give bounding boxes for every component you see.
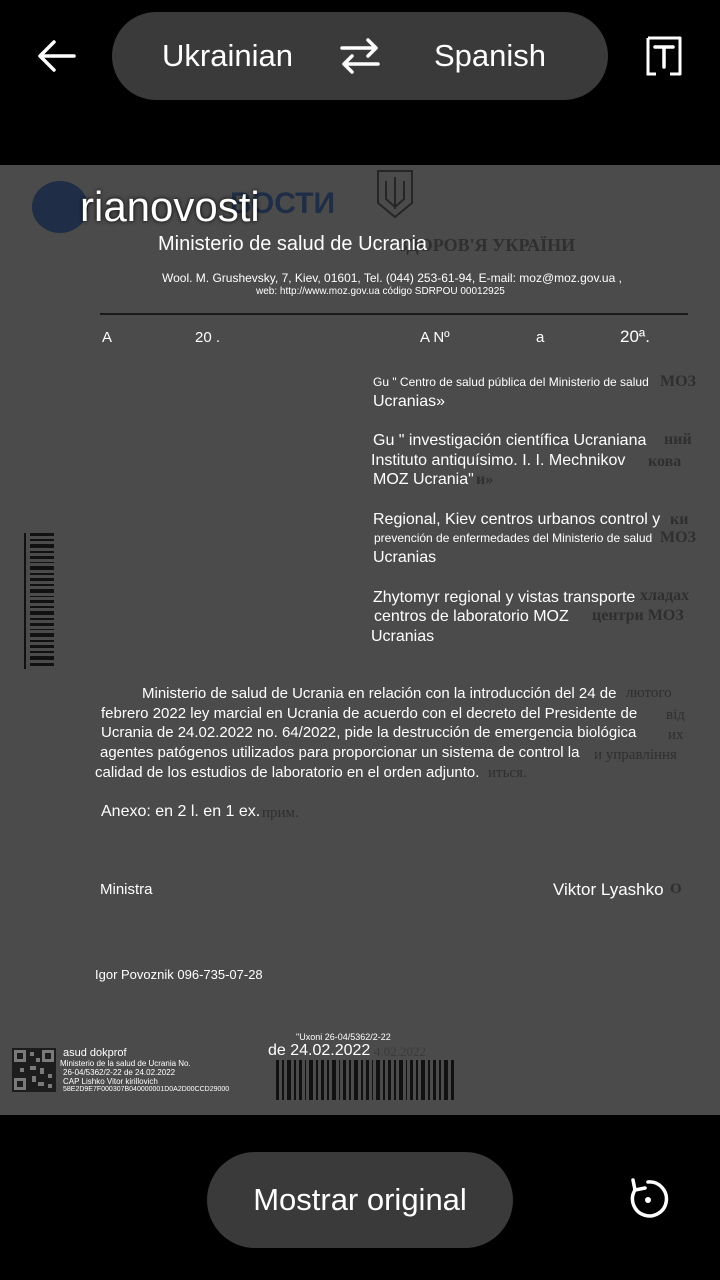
ghost-ministry: ЗДОРОВ'Я УКРАЇНИ xyxy=(398,235,576,255)
coat-of-arms-icon xyxy=(374,167,416,221)
recipient-3-line-1: Regional, Kiev centros urbanos control y xyxy=(373,511,661,528)
minister-label: Ministra xyxy=(100,881,153,898)
ghost-line8: центри МОЗ xyxy=(592,607,684,624)
swap-arrows-icon xyxy=(338,36,382,76)
qr-code-icon xyxy=(12,1048,56,1092)
ghost-annex: прим. xyxy=(262,805,299,821)
body-line-3: Ucrania de 24.02.2022 no. 64/2022, pide la destrucción de emergencia biológica xyxy=(101,724,637,741)
target-language-button[interactable]: Spanish xyxy=(434,38,547,73)
body-line-1: Ministerio de salud de Ucrania en relación con la introducción del 24 de xyxy=(142,685,617,702)
show-original-button[interactable]: Mostrar original xyxy=(207,1152,513,1248)
header-rule xyxy=(100,313,688,315)
recipient-1-line-2: Ucranias» xyxy=(373,393,446,410)
ghost-body4: и управління xyxy=(594,747,677,763)
registration-barcode xyxy=(276,1060,456,1100)
rotate-icon xyxy=(625,1176,671,1222)
contact-line: Igor Povoznik 096-735-07-28 xyxy=(95,967,263,982)
minister-name: Viktor Lyashko xyxy=(553,880,664,899)
stamp-line-2: Ministerio de la salud de Ucrania No. xyxy=(60,1059,191,1068)
recipient-2-line-2: Instituto antiquísimo. I. I. Mechnikov xyxy=(371,452,626,469)
ghost-line5: ки xyxy=(670,511,689,528)
ghost-body2: від xyxy=(666,707,685,723)
vertical-barcode xyxy=(24,533,54,669)
language-selector xyxy=(112,12,608,100)
ghost-line7: хладах xyxy=(640,587,690,604)
recipient-2-line-3: MOZ Ucrania" xyxy=(373,471,474,488)
ministry-address: Wool. M. Grushevsky, 7, Kiev, 01601, Tel. (044) 253-61-94, E-mail: moz@moz.gov.ua , xyxy=(162,271,622,285)
ghost-brand: ВОСТИ xyxy=(230,187,336,220)
recipient-4-line-3: Ucranias xyxy=(371,628,435,645)
swap-languages-button[interactable] xyxy=(334,32,386,80)
body-line-5: calidad de los estudios de laboratorio en el orden adjunto. xyxy=(95,764,480,781)
ghost-body3: их xyxy=(668,727,684,743)
ministry-title: Ministerio de salud de Ucrania xyxy=(158,233,428,255)
ghost-line2: ний xyxy=(664,431,692,448)
ministry-web: web: http://www.moz.gov.ua código SDRPOU 00012925 xyxy=(256,286,505,297)
recipient-4-line-1: Zhytomyr regional y vistas transporte xyxy=(373,589,636,606)
recipient-3-line-2: prevención de enfermedades del Ministerio de salud xyxy=(374,531,653,545)
rotate-button[interactable] xyxy=(622,1173,674,1225)
ghost-moz1: МОЗ xyxy=(660,373,696,390)
body-line-2: febrero 2022 ley marcial en Ucrania de acuerdo con el decreto del Presidente de xyxy=(101,705,638,722)
recipient-1-line-1: Gu " Centro de salud pública del Ministerio de salud xyxy=(373,375,649,389)
ref-a-left: A xyxy=(102,329,113,346)
ref-20-left: 20 . xyxy=(195,329,221,346)
body-line-4: agentes patógenos utilizados para proporcionar un sistema de control la xyxy=(100,744,580,761)
text-select-icon xyxy=(644,36,684,76)
brand-overlay: rianovosti xyxy=(80,183,260,230)
stamp-line-1: asud dokprof xyxy=(63,1047,127,1059)
translated-document xyxy=(0,165,720,1115)
back-button[interactable] xyxy=(28,32,84,80)
registration-number: "Uxoni 26-04/5362/2-22 xyxy=(296,1032,391,1042)
ref-20-right: 20ª. xyxy=(620,327,650,346)
annex-text: Anexo: en 2 l. en 1 ex. xyxy=(101,803,261,820)
ghost-line6: МОЗ xyxy=(660,529,696,546)
ghost-body5: иться. xyxy=(488,765,527,781)
recipient-4-line-2: centros de laboratorio MOZ xyxy=(374,608,569,625)
stamp-line-4: CAP Lishko Vitor kirillovich xyxy=(63,1077,158,1086)
ghost-line3: кова xyxy=(648,453,682,470)
ghost-signoff: О xyxy=(670,881,682,897)
stamp-line-3: 26-04/5362/2-22 de 24.02.2022 xyxy=(63,1068,176,1077)
ghost-line4: и» xyxy=(476,471,494,488)
source-language-button[interactable]: Ukrainian xyxy=(162,38,293,73)
ref-a-right: A Nº xyxy=(420,329,450,346)
ghost-body1: лютого xyxy=(626,685,672,701)
arrow-left-icon xyxy=(34,38,78,74)
ref-a-mid: a xyxy=(536,329,545,346)
bottom-toolbar xyxy=(0,1115,720,1280)
registration-date: de 24.02.2022 xyxy=(268,1042,371,1059)
recipient-3-line-3: Ucranias xyxy=(373,549,437,566)
stamp-line-5: 58E2D9E7F000307B040000001D0A2D00CCD29000 xyxy=(63,1086,230,1093)
recipient-2-line-1: Gu " investigación científica Ucraniana xyxy=(373,432,647,449)
text-select-button[interactable] xyxy=(636,30,692,82)
top-toolbar xyxy=(0,0,720,165)
ghost-reg-date: 4.02.2022 xyxy=(374,1044,426,1059)
